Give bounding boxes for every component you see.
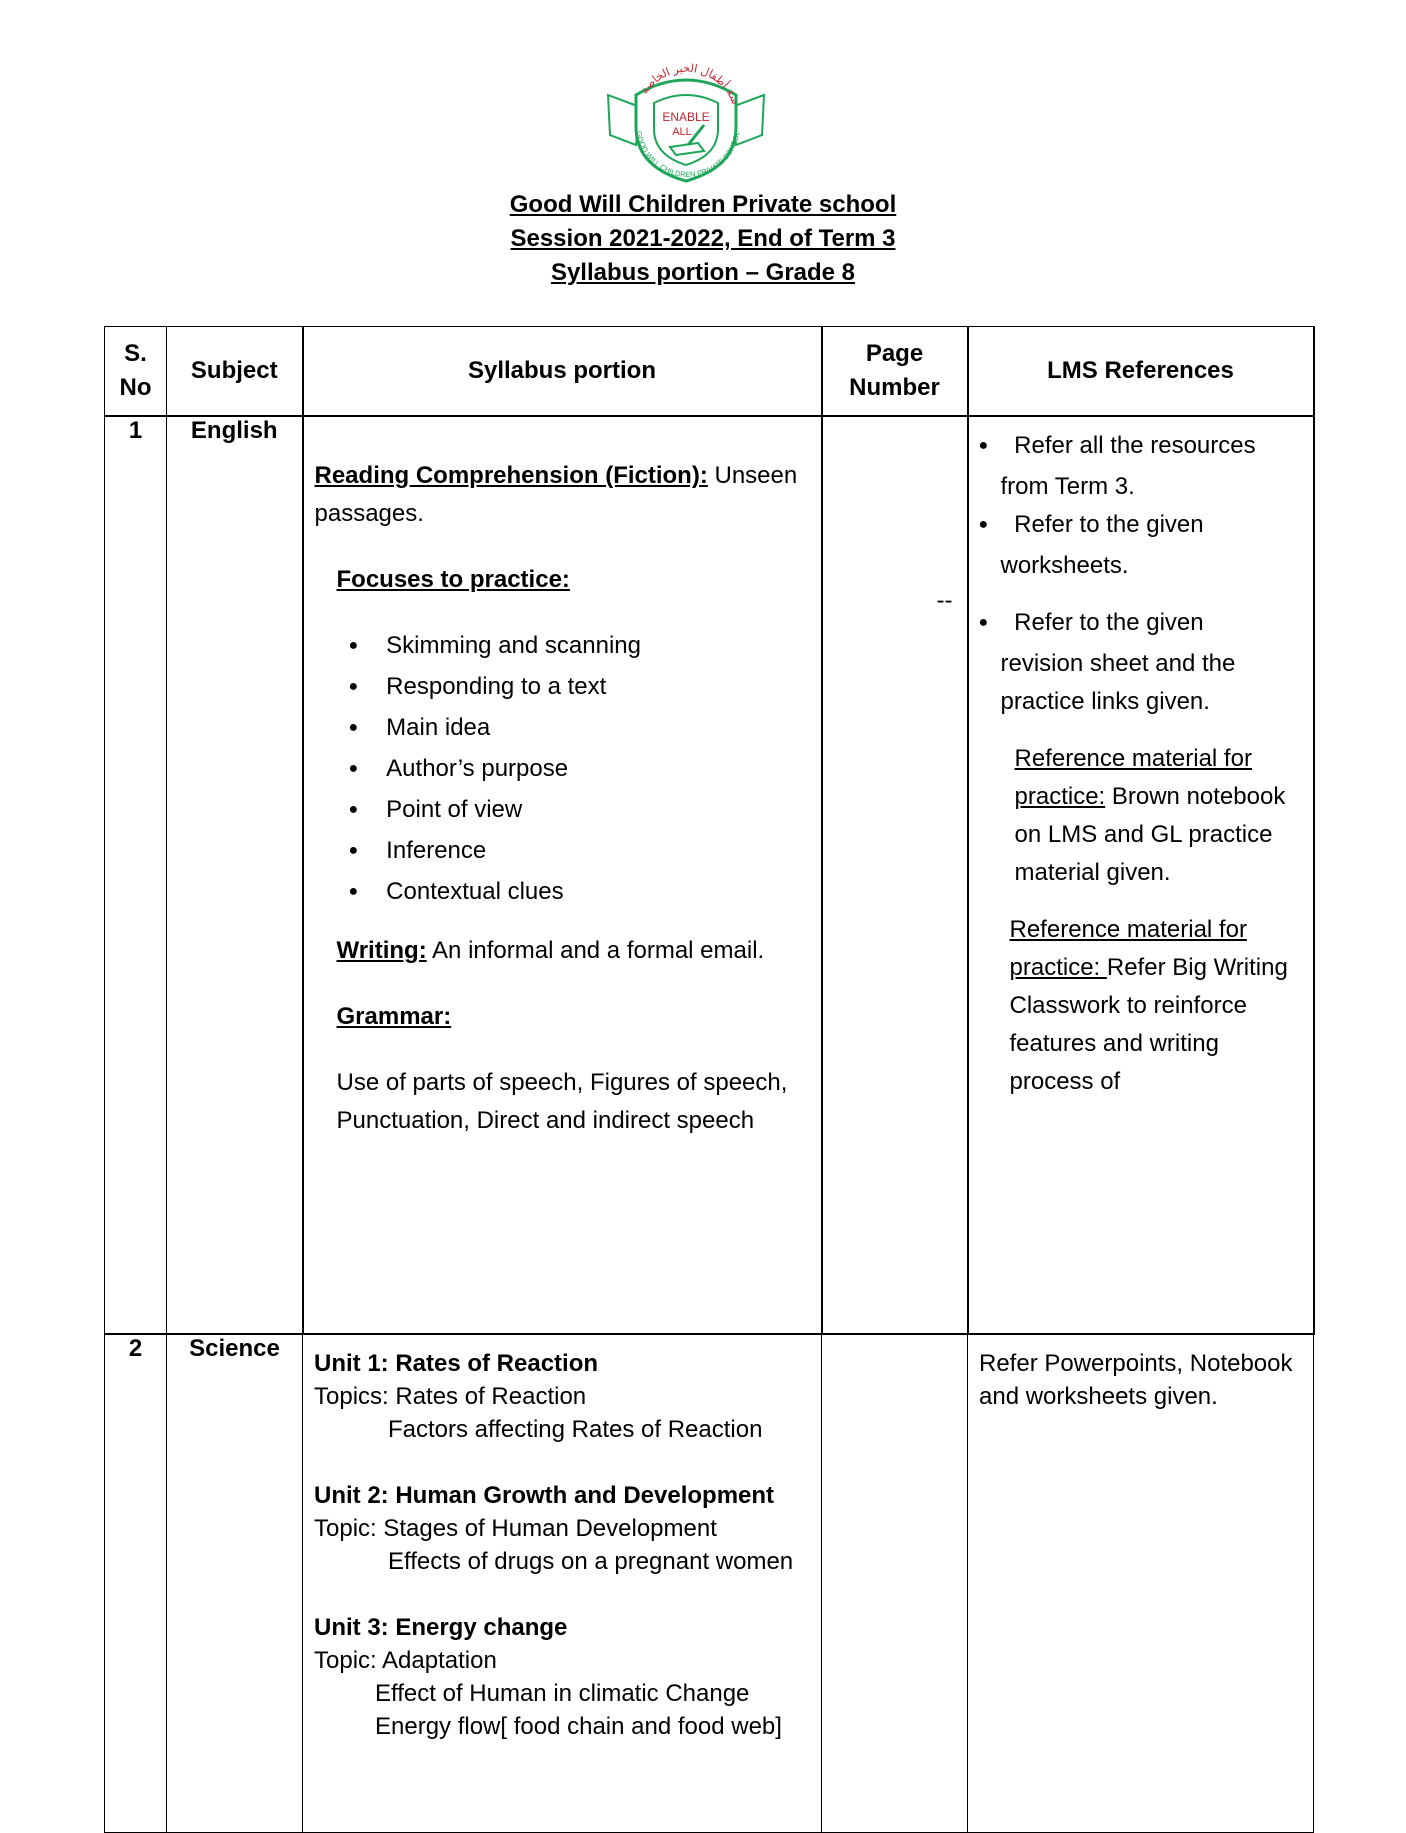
syllabus-table — [104, 326, 1315, 1833]
logo-all-text: ALL — [672, 126, 692, 138]
col-header-syllabus: Syllabus portion — [303, 327, 822, 417]
reference-note-1: Reference material for practice: Brown notebook on LMS and GL practice material given. — [1014, 745, 1286, 886]
list-item: ● Responding to a text — [349, 668, 811, 709]
table-row-science — [105, 1334, 1314, 1833]
logo-arabic-text: سة أطفال الخير الخاصة — [637, 61, 743, 107]
grammar-label: Grammar: — [336, 1003, 452, 1030]
list-item: ● Refer to the given worksheets. — [978, 511, 1204, 579]
list-item: ● Skimming and scanning — [349, 627, 811, 668]
reference-note-2: Reference material for practice: Refer Big Writing Classwork to reinforce features and writing process of — [1009, 916, 1288, 1095]
logo-enable-text: ENABLE — [662, 110, 710, 124]
table-header-row — [105, 327, 1314, 417]
school-name: Good Will Children Private school — [509, 191, 897, 218]
list-item: ● Main idea — [349, 709, 811, 750]
page-number-cell: -- — [822, 416, 968, 1334]
col-header-subject: Subject — [167, 327, 303, 417]
list-item: ● Refer to the given revision sheet and the practice links given. — [978, 609, 1236, 715]
list-item: ● Refer all the resources from Term 3. — [978, 432, 1256, 500]
school-logo — [600, 55, 772, 185]
syllabus-grade-title: Syllabus portion – Grade 8 — [550, 259, 856, 286]
row-number: 1 — [105, 416, 167, 1334]
writing-label: Writing: — [336, 937, 427, 964]
science-lms-cell: Refer Powerpoints, Notebook and worksheets given. — [968, 1334, 1314, 1833]
col-header-lms: LMS References — [968, 327, 1314, 417]
table-row-english — [105, 416, 1314, 1334]
unit-title: Unit 3: Energy change — [314, 1614, 568, 1641]
grammar-text: Use of parts of speech, Figures of speech, Punctuation, Direct and indirect speech — [336, 1069, 788, 1134]
logo-ring-text: GOOD WILL CHILDREN PRIVATE SCHOOL — [634, 130, 742, 180]
col-header-sno: S. No — [105, 327, 167, 417]
session-title: Session 2021-2022, End of Term 3 — [510, 225, 896, 252]
row-number: 2 — [105, 1334, 167, 1833]
list-item: ● Contextual clues — [349, 873, 811, 914]
list-item: ● Inference — [349, 832, 811, 873]
list-item: ● Point of view — [349, 791, 811, 832]
unit-title: Unit 1: Rates of Reaction — [314, 1350, 599, 1377]
row-subject: English — [167, 416, 303, 1334]
unit-title: Unit 2: Human Growth and Development — [314, 1482, 775, 1509]
row-subject: Science — [167, 1334, 303, 1833]
science-syllabus-cell: Unit 1: Rates of Reaction Topics: Rates of Reaction Factors affecting Rates of Reaction Unit 2: Human Growth and Development Topic: Stages of Human Development Effects of drugs on a pregnant women Unit 3: Energy change Topic: Adaptation Effect of Human in climatic Change Energy flow[ food chain and food web] — [303, 1334, 822, 1833]
english-syllabus-cell: Reading Comprehension (Fiction): Unseen passages. Focuses to practice: ● Skimming and scanning ● Responding to a text ● Main idea ● Author’s purpose ● Point of view ● Inference ● Contextual clues Writing: An informal and a formal email. Grammar: Use of parts of speech, Figures of speech, Punctuation, Direct and indirect speech — [303, 416, 822, 1334]
document-heading — [0, 188, 1406, 290]
list-item: ● Author’s purpose — [349, 750, 811, 791]
focus-label: Focuses to practice: — [336, 566, 570, 593]
col-header-page: Page Number — [822, 327, 968, 417]
page-number-cell — [822, 1334, 968, 1833]
focus-list — [315, 627, 811, 914]
english-lms-cell — [968, 416, 1314, 1334]
